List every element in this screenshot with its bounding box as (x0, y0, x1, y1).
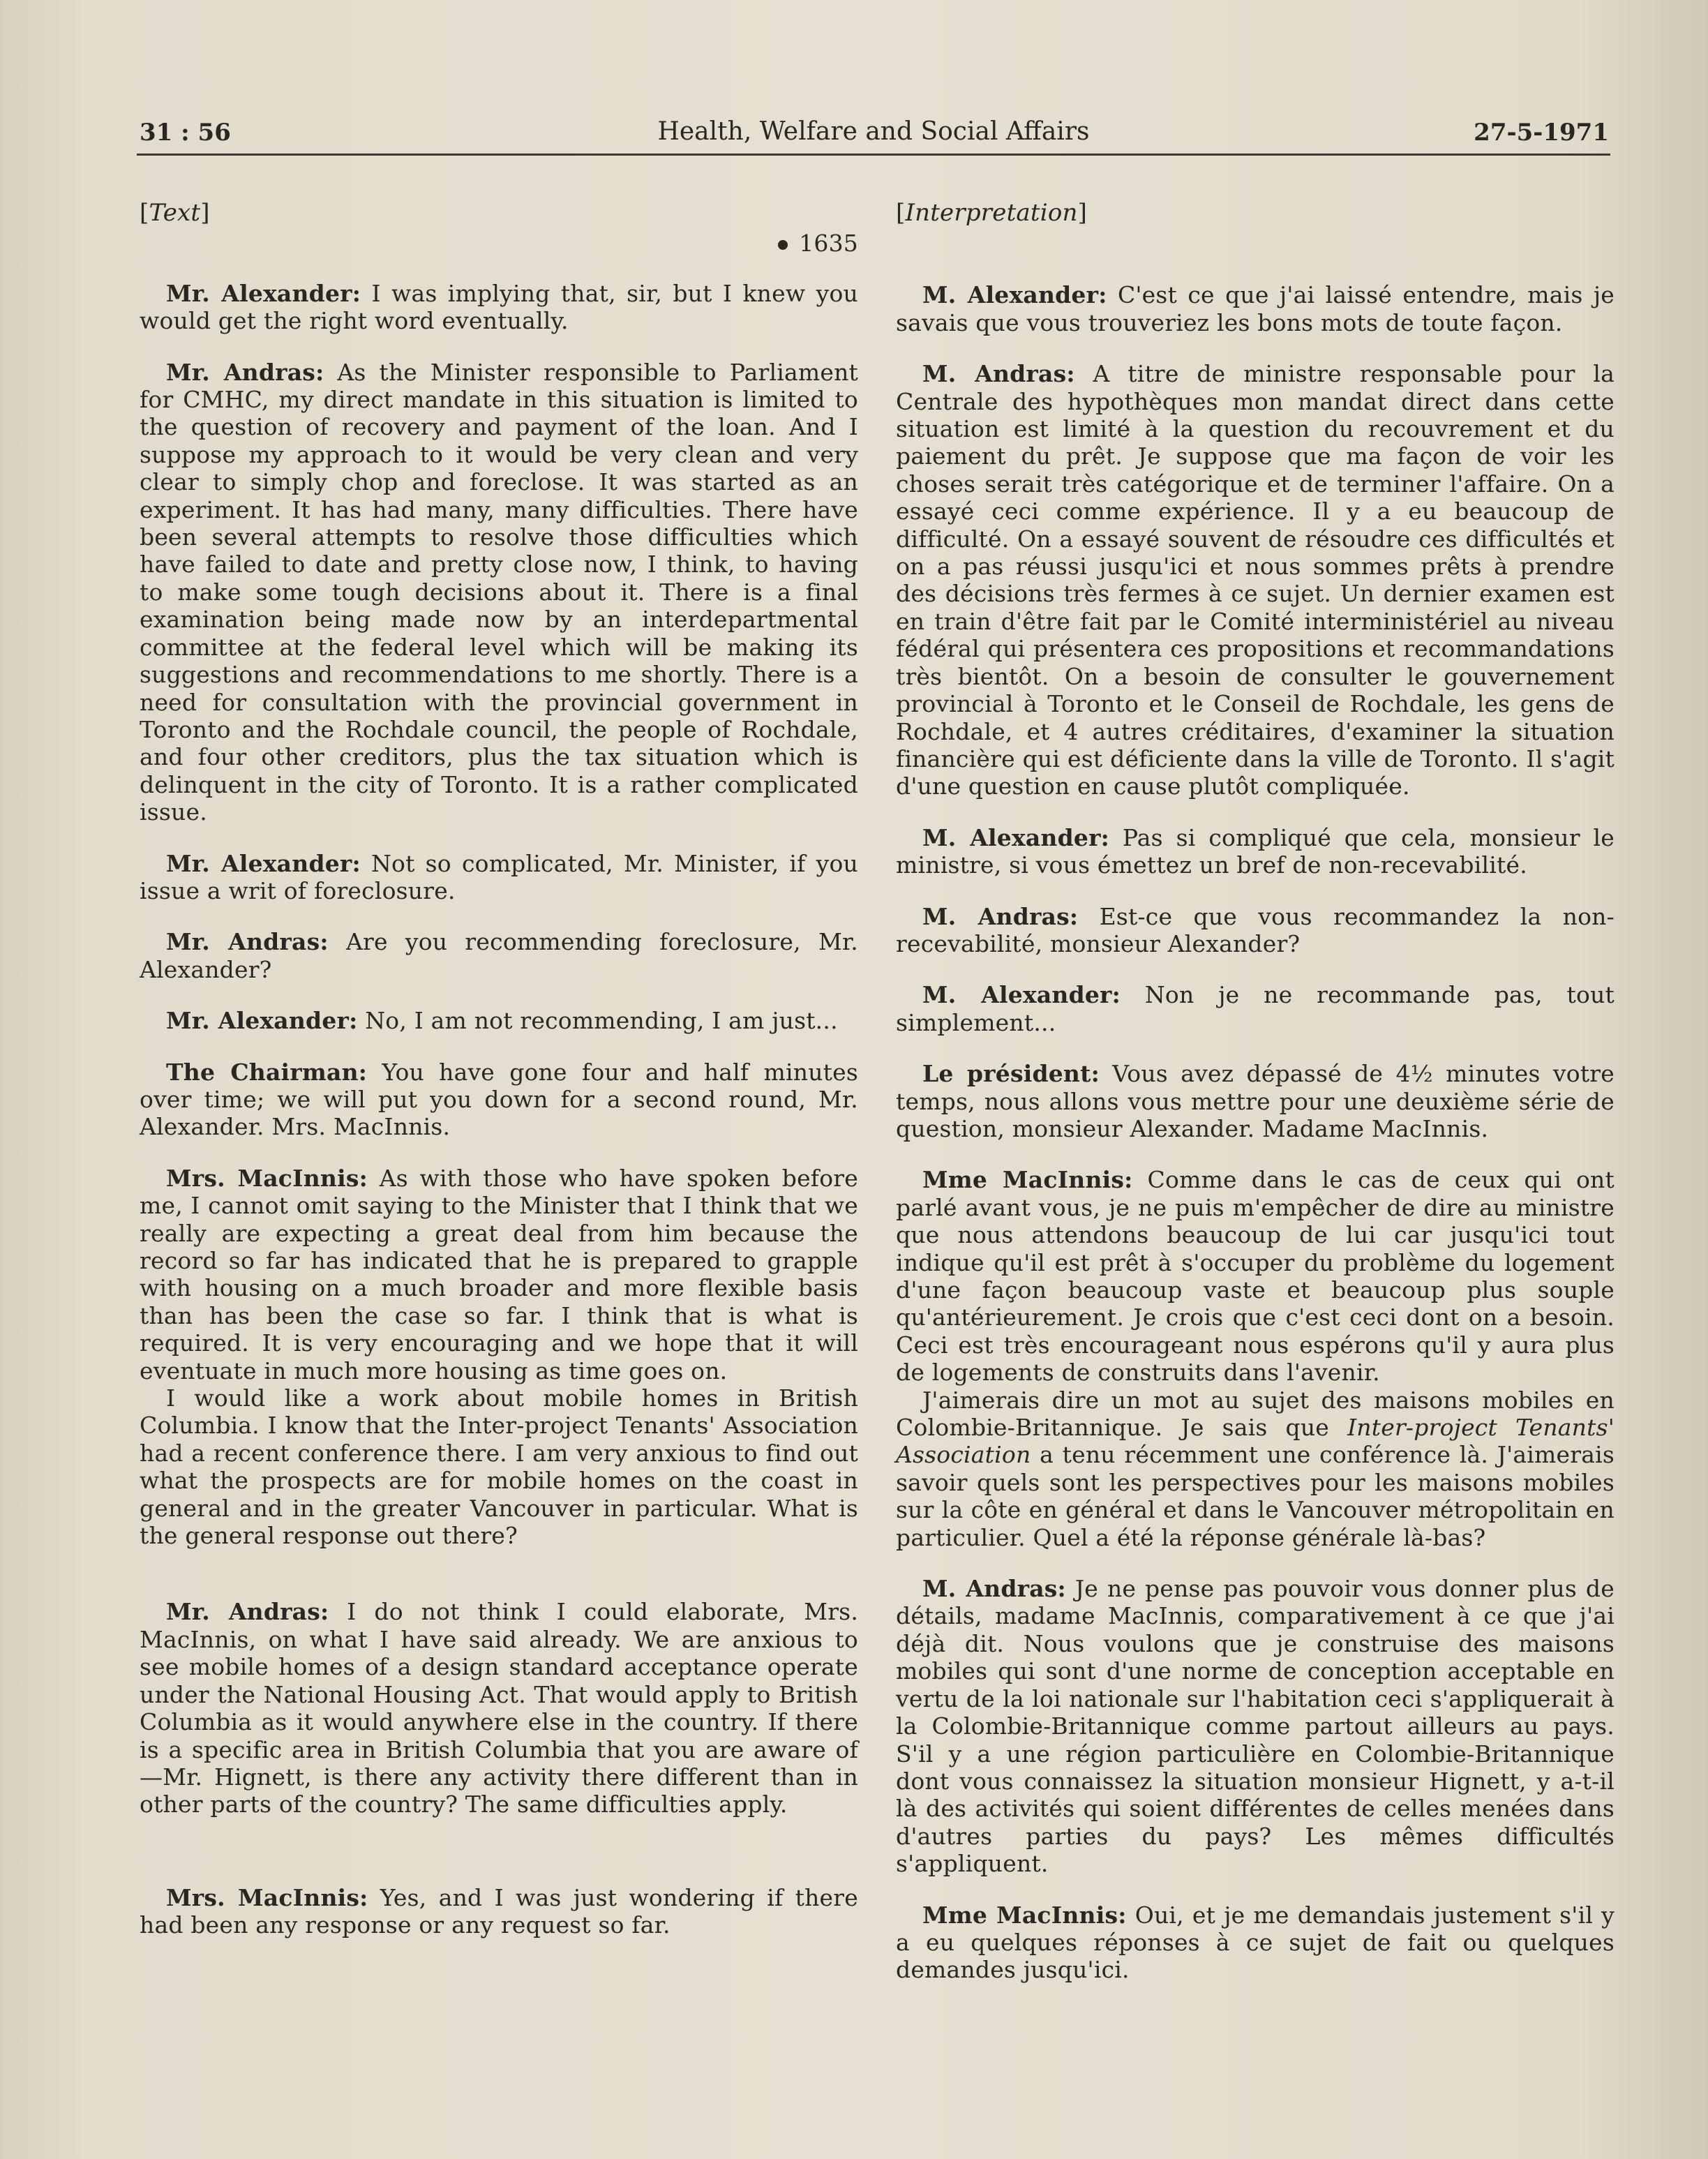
page-date: 27-5-1971 (1474, 119, 1609, 147)
speaker-name: Le président: (922, 1060, 1100, 1088)
paragraph-text: No, I am not recommending, I am just... (357, 1007, 838, 1035)
transcript-paragraph (140, 1165, 858, 1384)
paragraph-text: I would like a work about mobile homes in British Columbia. I know that the Inter-project Tenants' Association had a recent conference there. I am very anxious to find out what the prospects are for mobile homes on the coast in general and in the greater Vancouver in particular. What is the general response out there? (140, 1384, 858, 1550)
speaker-name: M. Alexander: (922, 281, 1107, 309)
transcript-paragraph (896, 824, 1615, 879)
transcript-paragraph (140, 1059, 858, 1141)
paragraph-text: As with those who have spoken before me, I cannot omit saying to the Minister that I think that we really are expecting a great deal from him because the record so far has indicated that he is prepared to grapple with housing on a much broader and more flexible basis than has been the case so far. I think that is what is required. It is very encouraging and we hope that it will eventuate in much more housing as time goes on. (140, 1164, 858, 1384)
transcript-paragraph (140, 280, 858, 335)
paragraph-text: Est-ce que vous recommandez la non-recevabilité, monsieur Alexander? (896, 902, 1615, 957)
page-number: 31 : 56 (140, 119, 231, 147)
paragraph-text: As the Minister responsible to Parliament for CMHC, my direct mandate in this situation is limited to the question of recovery and payment of the loan. And I suppose my approach to it would be very clean and very clear to simply chop and foreclose. It was started as an experiment. It has had many, many difficulties. There have been several attempts to resolve those difficulties which have failed to date and pretty close now, I think, to having to make some tough decisions about it. There is a final examination being made now by an interdepartmental committee at the federal level which will be making its suggestions and recommendations to me shortly. There is a need for consultation with the provincial government in Toronto and the Rochdale council, the people of Rochdale, and four other creditors, plus the tax situation which is delinquent in the city of Toronto. It is a rather complicated issue. (140, 358, 858, 826)
english-column (140, 200, 858, 1939)
transcript-paragraph (896, 1387, 1615, 1551)
paragraph-text: Vous avez dépassé de 4½ minutes votre temps, nous allons vous mettre pour une deuxième série de question, monsieur Alexander. Madame MacInnis. (896, 1060, 1615, 1142)
speaker-name: Mr. Alexander: (166, 849, 361, 877)
speaker-name: M. Andras: (922, 902, 1079, 930)
paragraph-text: You have gone four and half minutes over time; we will put you down for a second round, Mr. Alexander. Mrs. MacInnis. (140, 1058, 858, 1141)
speaker-name: Mr. Alexander: (166, 279, 361, 307)
paragraph-text: Je ne pense pas pouvoir vous donner plus de détails, madame MacInnis, comparativement à ce que j'ai déjà dit. Nous voulons que je construise des maisons mobiles qui sont d'une norme de conception acceptable en vertu de la loi nationale sur l'habitation ceci s'appliquerait à la Colombie-Britannique comme partout ailleurs au pays. S'il y a une région particulière en Colombie-Britannique dont vous connaissez la situation monsieur Hignett, y a-t-il là des activités qui soient différentes de celles menées dans d'autres parties du pays? Les mêmes difficultés s'appliquent. (896, 1575, 1615, 1878)
speaker-name: Mme MacInnis: (922, 1901, 1127, 1929)
transcript-paragraph (140, 928, 858, 983)
paragraph-text: Comme dans le cas de ceux qui ont parlé avant vous, je ne puis m'empêcher de dire au ministre que nous attendons beaucoup de lui car jusqu'ici tout indique qu'il est prêt à s'occuper du problème du logement d'une façon beaucoup vaste et beaucoup plus souple qu'antérieurement. Je crois que c'est ceci dont on a besoin. Ceci est très encourageant nous espérons qu'il y aura plus de logements de construits dans l'avenir. (896, 1166, 1615, 1387)
speaker-name: Mrs. MacInnis: (166, 1164, 368, 1192)
paragraph-text: A titre de ministre responsable pour la Centrale des hypothèques mon mandat direct dans cette situation est limité à la question du recouvrement et du paiement du prêt. Je suppose que ma façon de voir les choses serait très catégorique et de terminer l'affaire. On a essayé ceci comme expérience. Il y a eu beaucoup de difficulté. On a essayé souvent de résoudre ces difficultés et on a pas réussi jusqu'ici et nous sommes prêts à prendre des décisions très fermes à ce sujet. Un dernier examen est en train d'être fait par le Comité interministériel au niveau fédéral qui présentera ces propositions et recommandations très bientôt. On a besoin de consulter le gouvernement provincial à Toronto et le Conseil de Rochdale, les gens de Rochdale, et 4 autres créditaires, d'examiner la situation financière qui est déficiente dans la ville de Toronto. Il s'agit d'une question en cause plutôt compliquée. (896, 360, 1615, 800)
speaker-name: M. Alexander: (922, 823, 1110, 851)
speaker-name: Mme MacInnis: (922, 1166, 1133, 1194)
transcript-paragraph (896, 1902, 1615, 1984)
transcript-paragraph (896, 281, 1615, 336)
transcript-paragraph (140, 1598, 858, 1818)
page-title: Health, Welfare and Social Affairs (657, 117, 1090, 146)
speaker-name: Mrs. MacInnis: (166, 1883, 368, 1911)
speaker-name: The Chairman: (166, 1058, 368, 1086)
transcript-paragraph (140, 359, 858, 826)
paragraph-text: I was implying that, sir, but I knew you would get the right word eventually. (140, 279, 858, 335)
transcript-paragraph (140, 1384, 858, 1549)
paragraph-text: Oui, et je me demandais justement s'il y a eu quelques réponses à ce sujet de fait ou quelques demandes jusqu'ici. (896, 1901, 1615, 1984)
transcript-paragraph (896, 981, 1615, 1036)
paragraph-text: Are you recommending foreclosure, Mr. Alexander? (140, 928, 858, 983)
transcript-paragraph (140, 850, 858, 905)
paragraph-text: Not so complicated, Mr. Minister, if you issue a writ of foreclosure. (140, 849, 858, 904)
paragraph-text: J'aimerais dire un mot au sujet des maisons mobiles en Colombie-Britannique. Je sais que (896, 1386, 1615, 1442)
transcript-paragraph (896, 1575, 1615, 1877)
transcript-paragraph (896, 903, 1615, 958)
paragraph-text: C'est ce que j'ai laissé entendre, mais je savais que vous trouveriez les bons mots de toute façon. (896, 281, 1615, 336)
speaker-name: M. Andras: (922, 1575, 1066, 1603)
paragraph-text: Yes, and I was just wondering if there had been any response or any request so far. (140, 1883, 858, 1939)
paragraph-text: Pas si compliqué que cela, monsieur le ministre, si vous émettez un bref de non-recevabilité. (896, 823, 1615, 879)
timestamp: 1635 (140, 230, 858, 257)
speaker-name: M. Andras: (922, 360, 1075, 388)
transcript-paragraph (896, 360, 1615, 800)
section-label: [Interpretation] (896, 199, 1088, 227)
speaker-name: Mr. Alexander: (166, 1007, 358, 1035)
section-label: [Text] (140, 199, 210, 227)
page-header (137, 112, 1610, 156)
transcript-paragraph (140, 1884, 858, 1939)
transcript-paragraph (896, 1060, 1615, 1142)
paragraph-text: Non je ne recommande pas, tout simplement... (896, 981, 1615, 1036)
organization-name: Inter-project Tenants' Association (896, 1414, 1615, 1469)
french-column (896, 200, 1615, 1984)
speaker-name: Mr. Andras: (166, 358, 324, 386)
transcript-paragraph (140, 1007, 858, 1034)
paragraph-text: a tenu récemment une conférence là. J'aimerais savoir quels sont les perspectives pour les maisons mobiles sur la côte en général et dans le Vancouver métropolitain en particulier. Quel a été la réponse générale là-bas? (896, 1441, 1615, 1551)
speaker-name: Mr. Andras: (166, 1598, 329, 1626)
bullet-icon (778, 240, 788, 250)
speaker-name: M. Alexander: (922, 981, 1121, 1009)
speaker-name: Mr. Andras: (166, 928, 329, 956)
transcript-paragraph (896, 1166, 1615, 1386)
paragraph-text: I do not think I could elaborate, Mrs. MacInnis, on what I have said already. We are anxious to see mobile homes of a design standard acceptance operate under the National Housing Act. That would apply to British Columbia as it would anywhere else in the country. If there is a specific area in British Columbia that you are aware of—Mr. Hignett, is there any activity there different than in other parts of the country? The same difficulties apply. (140, 1598, 859, 1818)
